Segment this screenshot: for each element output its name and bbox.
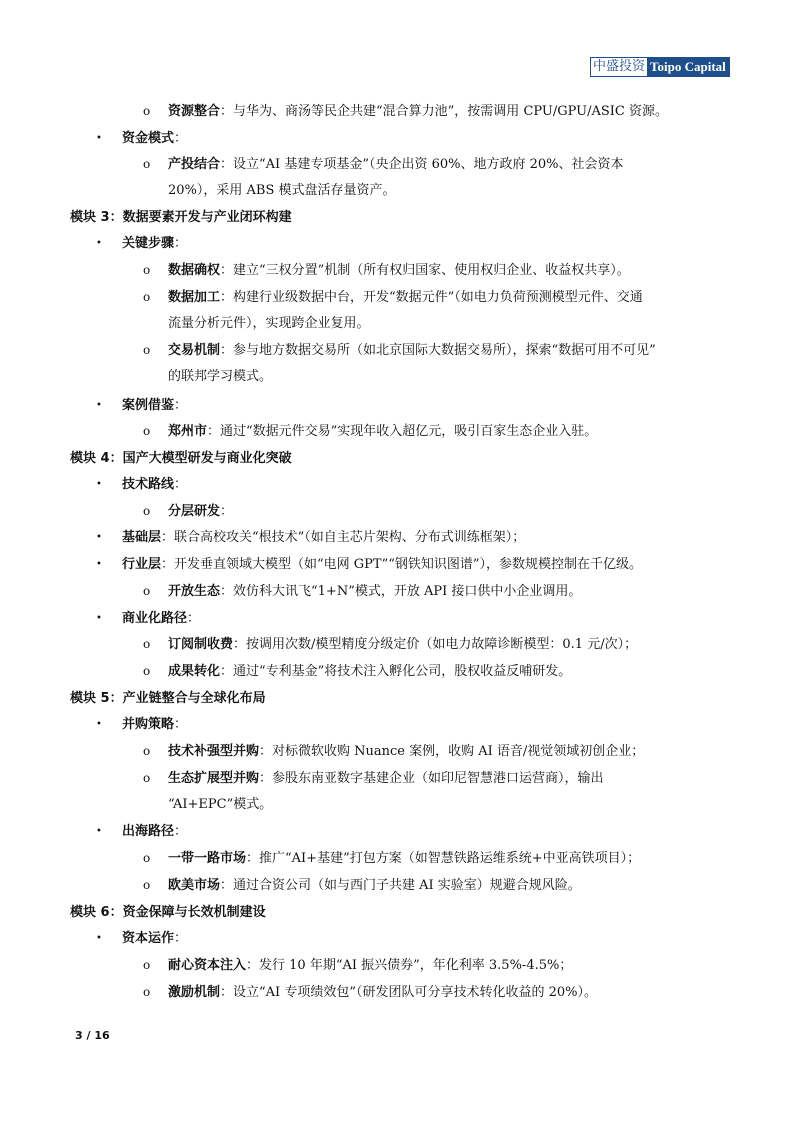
item-text: ： (174, 236, 188, 251)
item-label: 资金模式 (122, 131, 175, 146)
list-item (143, 422, 597, 442)
circle-bullet-icon: o (143, 157, 151, 171)
item-text: ：推广“AI+基建”打包方案（如智慧铁路运维系统+中亚高铁项目）； (246, 851, 641, 866)
list-item (96, 609, 200, 629)
bullet-icon: • (96, 532, 102, 543)
item-text: ： (174, 131, 188, 146)
bullet-icon: • (96, 559, 102, 570)
item-text: ：构建行业级数据中台，开发“数据元件”（如电力负荷预测模型元件、交通 (220, 290, 643, 305)
list-item (143, 155, 624, 175)
item-text: ：设立“AI 专项绩效包”（研发团队可分享技术转化收益的 20%）。 (220, 985, 597, 1000)
list-item (143, 956, 572, 976)
company-logo (590, 57, 730, 77)
list-item (143, 261, 630, 281)
page-number: 3 / 16 (75, 1029, 110, 1042)
circle-bullet-icon: o (143, 744, 151, 758)
item-text: ： (174, 824, 188, 839)
circle-bullet-icon: o (143, 985, 151, 999)
item-label: 耐心资本注入 (168, 958, 247, 973)
item-text: ：设立“AI 基建专项基金”（央企出资 60%、地方政府 20%、社会资本 (220, 157, 624, 172)
item-label: 商业化路径 (122, 611, 188, 626)
continuation-text: 20%），采用 ABS 模式盘活存量资产。 (168, 183, 396, 198)
section-heading: 模块 4：国产大模型研发与商业化突破 (70, 451, 292, 466)
section-heading: 模块 3：数据要素开发与产业闭环构建 (70, 210, 292, 225)
item-text: ：对标微软收购 Nuance 案例，收购 AI 语音/视觉领域初创企业； (259, 744, 645, 759)
circle-bullet-icon: o (143, 851, 151, 865)
item-label: 数据确权 (168, 263, 221, 278)
list-item (96, 475, 187, 495)
item-text: ：参股东南亚数字基建企业（如印尼智慧港口运营商），输出 (259, 771, 604, 786)
item-text: ：发行 10 年期“AI 振兴债券”，年化利率 3.5%-4.5%； (246, 958, 573, 973)
list-item (143, 288, 643, 308)
item-text: ：按调用次数/模型精度分级定价（如电力故障诊断模型：0.1 元/次）； (233, 637, 638, 652)
item-label: 行业层 (122, 557, 162, 572)
section-heading: 模块 6：资金保障与长效机制建设 (70, 905, 266, 920)
item-label: 郑州市 (168, 424, 208, 439)
item-text: ： (174, 398, 188, 413)
list-item (96, 555, 642, 575)
bullet-icon: • (96, 719, 102, 730)
circle-bullet-icon: o (143, 263, 151, 277)
circle-bullet-icon: o (143, 424, 151, 438)
item-label: 资源整合 (168, 104, 221, 119)
item-text: ：联合高校攻关“根技术”（如自主芯片架构、分布式训练框架）； (161, 530, 526, 545)
list-item (96, 528, 525, 548)
continuation-text: 流量分析元件），实现跨企业复用。 (168, 316, 370, 331)
list-item (143, 876, 581, 896)
list-item (96, 234, 187, 254)
section-heading: 模块 5：产业链整合与全球化布局 (70, 691, 266, 706)
item-text: ：通过合资公司（如与西门子共建 AI 实验室）规避合规风险。 (220, 878, 581, 893)
bullet-icon: • (96, 133, 102, 144)
list-item (96, 396, 187, 416)
list-item (143, 635, 637, 655)
bullet-icon: • (96, 933, 102, 944)
item-label: 技术路线 (122, 477, 175, 492)
list-item (96, 129, 187, 149)
bullet-icon: • (96, 238, 102, 249)
item-label: 订阅制收费 (168, 637, 234, 652)
continuation-text: “AI+EPC”模式。 (168, 797, 273, 812)
list-item (143, 662, 571, 682)
circle-bullet-icon: o (143, 958, 151, 972)
list-item (143, 742, 644, 762)
item-text: ：与华为、商汤等民企共建“混合算力池”，按需调用 CPU/GPU/ASIC 资源。 (220, 104, 668, 119)
item-label: 开放生态 (168, 584, 221, 599)
item-label: 数据加工 (168, 290, 221, 305)
item-label: 出海路径 (122, 824, 175, 839)
list-item (96, 929, 187, 949)
item-label: 案例借鉴 (122, 398, 175, 413)
item-text: ：建立“三权分置”机制（所有权归国家、使用权归企业、收益权共享）。 (220, 263, 630, 278)
list-item (143, 769, 604, 789)
item-label: 关键步骤 (122, 236, 175, 251)
circle-bullet-icon: o (143, 504, 151, 518)
circle-bullet-icon: o (143, 290, 151, 304)
circle-bullet-icon: o (143, 878, 151, 892)
continuation-text: 的联邦学习模式。 (168, 369, 273, 384)
circle-bullet-icon: o (143, 343, 151, 357)
item-label: 生态扩展型并购 (168, 771, 260, 786)
item-label: 一带一路市场 (168, 851, 247, 866)
logo-en-text: Toipo Capital (647, 58, 729, 76)
list-item (143, 102, 668, 122)
circle-bullet-icon: o (143, 584, 151, 598)
item-label: 并购策略 (122, 717, 175, 732)
bullet-icon: • (96, 613, 102, 624)
item-text: ： (174, 477, 188, 492)
item-text: ： (174, 931, 188, 946)
list-item (143, 582, 581, 602)
logo-cn-text: 中盛投资 (593, 59, 646, 74)
list-item (96, 822, 187, 842)
item-label: 资本运作 (122, 931, 175, 946)
list-item (143, 983, 597, 1003)
bullet-icon: • (96, 400, 102, 411)
item-text: ： (187, 611, 201, 626)
item-text: ：通过“专利基金”将技术注入孵化公司，股权收益反哺研发。 (220, 664, 572, 679)
item-label: 成果转化 (168, 664, 221, 679)
item-label: 基础层 (122, 530, 162, 545)
item-text: ：效仿科大讯飞“1+N”模式，开放 API 接口供中小企业调用。 (220, 584, 582, 599)
list-item (143, 849, 640, 869)
circle-bullet-icon: o (143, 637, 151, 651)
list-item (143, 502, 233, 522)
item-text: ： (174, 717, 188, 732)
bullet-icon: • (96, 826, 102, 837)
item-label: 分层研发 (168, 504, 221, 519)
list-item (96, 715, 187, 735)
item-label: 欧美市场 (168, 878, 221, 893)
circle-bullet-icon: o (143, 104, 151, 118)
circle-bullet-icon: o (143, 771, 151, 785)
item-label: 技术补强型并购 (168, 744, 260, 759)
item-text: ：参与地方数据交易所（如北京国际大数据交易所），探索“数据可用不可见” (220, 343, 656, 358)
item-label: 激励机制 (168, 985, 221, 1000)
item-text: ：开发垂直领域大模型（如“电网 GPT”“钢铁知识图谱”），参数规模控制在千亿级。 (161, 557, 643, 572)
item-label: 产投结合 (168, 157, 221, 172)
item-label: 交易机制 (168, 343, 221, 358)
item-text: ： (220, 504, 234, 519)
bullet-icon: • (96, 479, 102, 490)
list-item (143, 341, 656, 361)
circle-bullet-icon: o (143, 664, 151, 678)
item-text: ：通过“数据元件交易”实现年收入超亿元，吸引百家生态企业入驻。 (207, 424, 598, 439)
